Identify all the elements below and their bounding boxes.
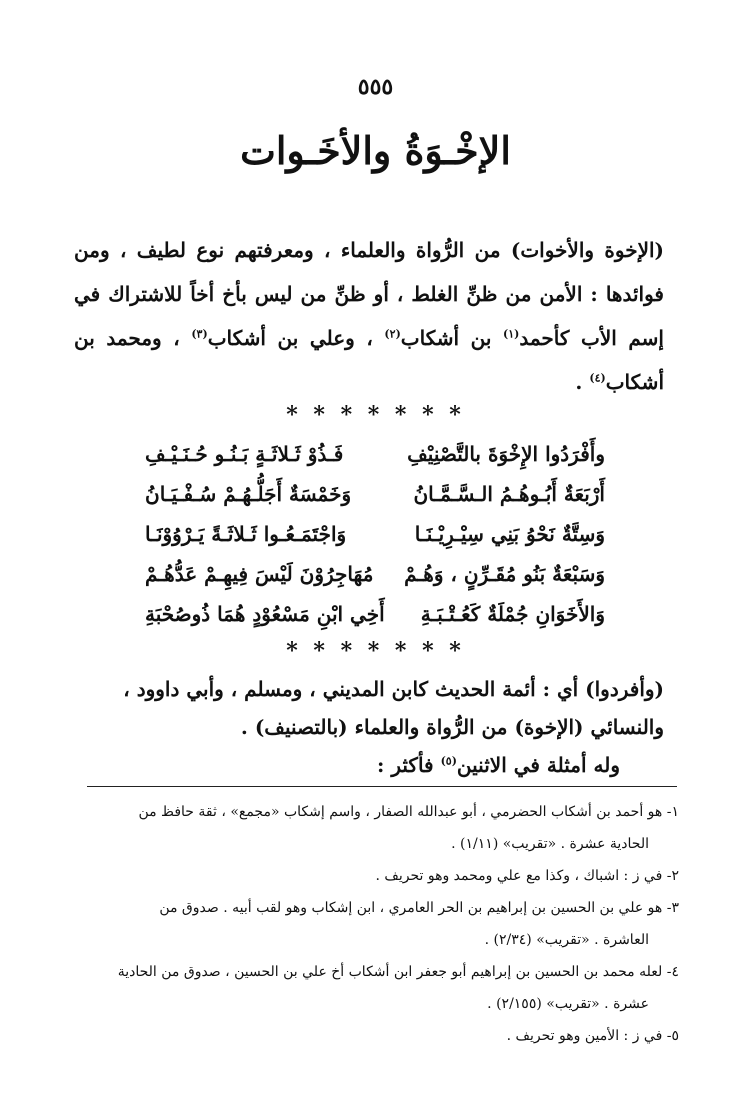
section-divider-top: * * * * * * * <box>286 402 465 428</box>
chapter-title: الإخْـوَةُ والأخَـوات <box>240 128 511 173</box>
poem-hemistich-left: مُهَاجِرُوْنَ لَيْسَ فِيهِـمْ عَدُّهُـمْ <box>145 562 374 586</box>
footnote-1-line-2: الحادية عشرة . «تقريب» (١/١١) . <box>451 836 649 852</box>
commentary-paragraph-1: (وأفردوا) أي : أئمة الحديث كابن المديني ، ومسلم ، وأبي داوود ، والنسائي (الإخوة) من الرُّواة والعلماء (بالتصنيف) . <box>123 677 664 739</box>
commentary <box>74 670 664 784</box>
footnotes <box>59 796 679 1052</box>
page-number: ٥٥٥ <box>357 74 394 100</box>
poem-line <box>145 554 605 594</box>
footnote-ref-3[interactable]: (٣) <box>191 327 208 341</box>
footnote-ref-1[interactable]: (١) <box>503 327 520 341</box>
footnote-ref-5[interactable]: (٥) <box>440 754 457 768</box>
footnote-2: ٢- في ز : اشباك ، وكذا مع علي ومحمد وهو تحريف . <box>375 868 679 884</box>
poem-line <box>145 594 605 634</box>
footnote-4-line-2: عشرة . «تقريب» (٢/١٥٥) . <box>487 996 649 1012</box>
footnote-3-line-2: العاشرة . «تقريب» (٢/٣٤) . <box>484 932 649 948</box>
poem-hemistich-right: وَسِتَّةٌ نَحْوُ بَنِي سِيْـرِيْـنَـا <box>414 522 605 546</box>
intro-text-2: بن أشكاب <box>400 326 504 350</box>
footnote-1-line-1: ١- هو أحمد بن أشكاب الحضرمي ، أبو عبدالله الصفار ، واسم إشكاب «مجمع» ، ثقة حافظ من <box>138 804 679 820</box>
footnote-5: ٥- في ز : الأمين وهو تحريف . <box>506 1028 679 1044</box>
poem-hemistich-left: وَخَمْسَةٌ أَجَلُّـهُـمْ سُـفْـيَـانُ <box>145 482 352 506</box>
poem-line <box>145 474 605 514</box>
footnote-4-line-1: ٤- لعله محمد بن الحسين بن إبراهيم أبو جعفر ابن أشكاب أخ علي بن الحسين ، صدوق من الحادية <box>117 964 679 980</box>
poem <box>145 434 605 634</box>
poem-hemistich-right: وأَفْرَدُوا الإِخْوَةَ بالتَّصْنِيْفِ <box>407 442 605 466</box>
footnote-3-line-1: ٣- هو علي بن الحسين بن إبراهيم بن الحر العامري ، ابن إشكاب وهو لقب أبيه . صدوق من <box>159 900 679 916</box>
footnote-ref-4[interactable]: (٤) <box>589 371 606 385</box>
poem-hemistich-left: وَاجْتَمَـعُـوا ثَـلاثَـةً يَـرْوُوْنَـا <box>145 522 347 546</box>
footnote-separator <box>87 786 677 787</box>
poem-hemistich-left: أَخِي ابْنِ مَسْعُوْدٍ هُمَا ذُوصُحْبَةِ <box>145 602 385 626</box>
poem-hemistich-right: وَالأَخَوَانِ جُمْلَةٌ كَعُـتْـبَـةِ <box>420 602 605 626</box>
intro-text-4: ، ومحمد بن أشكاب <box>74 326 664 394</box>
commentary-text-a: وله أمثلة في الاثنين <box>456 753 620 777</box>
commentary-paragraph-2 <box>74 746 664 784</box>
poem-hemistich-right: وَسَبْعَةٌ بَنُو مُقَـرِّنٍ ، وَهُـمْ <box>404 562 605 586</box>
poem-line <box>145 434 605 474</box>
commentary-text-b: فأكثر : <box>377 753 441 777</box>
poem-hemistich-left: فَـذُوْ ثَـلاثَـةٍ بَـنُـو حُـنَـيْـفِ <box>145 442 344 466</box>
section-divider-bottom: * * * * * * * <box>286 638 465 664</box>
intro-text-3: ، وعلي بن أشكاب <box>207 326 385 350</box>
poem-line <box>145 514 605 554</box>
intro-text-5: . <box>575 370 590 394</box>
footnote-ref-2[interactable]: (٢) <box>384 327 401 341</box>
intro-paragraph <box>74 228 664 404</box>
poem-hemistich-right: أَرْبَعَةٌ أَبُـوهُـمُ الـسَّـمَّـانُ <box>413 482 605 506</box>
intro-text-1: (الإخوة والأخوات) من الرُّواة والعلماء ، ومعرفتهم نوع لطيف ، ومن فوائدها : الأمن من ظنِّ الغلط ، أو ظنِّ من ليس بأخ أخاً للاشتراك في إسم الأب كأحمد <box>74 238 664 350</box>
